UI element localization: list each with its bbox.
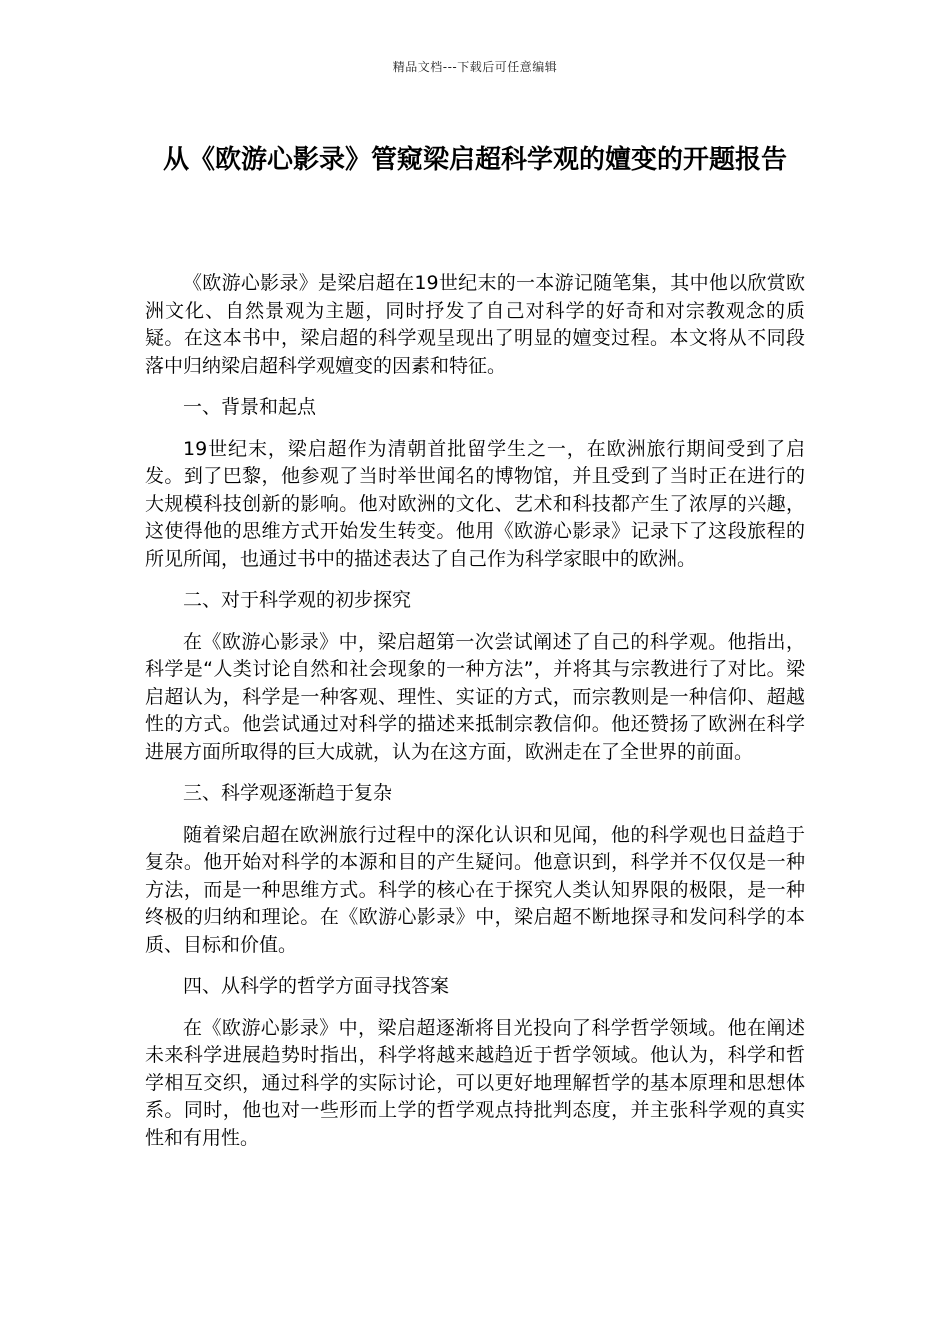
- page-header: 精品文档---下载后可任意编辑: [392, 60, 558, 74]
- document-body: [145, 270, 805, 1166]
- intro-paragraph: 《欧游心影录》是梁启超在19世纪末的一本游记随笔集，其中他以欣赏欧洲文化、自然景观为主题，同时抒发了自己对科学的好奇和对宗教观念的质疑。在这本书中，梁启超的科学观呈现出了明显的嬗变过程。本文将从不同段落中归纳梁启超科学观嬗变的因素和特征。: [145, 272, 805, 377]
- section-heading-2: 二、对于科学观的初步探究: [183, 589, 412, 611]
- section-heading-3: 三、科学观逐渐趋于复杂: [183, 782, 393, 804]
- section-paragraph-1: 19世纪末，梁启超作为清朝首批留学生之一，在欧洲旅行期间受到了启发。到了巴黎，他参观了当时举世闻名的博物馆，并且受到了当时正在进行的大规模科技创新的影响。他对欧洲的文化、艺术和科技都产生了浓厚的兴趣，这使得他的思维方式开始发生转变。他用《欧游心影录》记录下了这段旅程的所见所闻，也通过书中的描述表达了自己作为科学家眼中的欧洲。: [145, 437, 805, 570]
- section-paragraph-2: 在《欧游心影录》中，梁启超第一次尝试阐述了自己的科学观。他指出，科学是“人类讨论自然和社会现象的一种方法”，并将其与宗教进行了对比。梁启超认为，科学是一种客观、理性、实证的方式，而宗教则是一种信仰、超越性的方式。他尝试通过对科学的描述来抵制宗教信仰。他还赞扬了欧洲在科学进展方面所取得的巨大成就，认为在这方面，欧洲走在了全世界的前面。: [145, 630, 805, 763]
- section-heading-4: 四、从科学的哲学方面寻找答案: [183, 975, 450, 997]
- section-heading-1: 一、背景和起点: [183, 396, 317, 418]
- section-paragraph-4: 在《欧游心影录》中，梁启超逐渐将目光投向了科学哲学领域。他在阐述未来科学进展趋势时指出，科学将越来越趋近于哲学领域。他认为，科学和哲学相互交织，通过科学的实际讨论，可以更好地理解哲学的基本原理和思想体系。同时，他也对一些形而上学的哲学观点持批判态度，并主张科学观的真实性和有用性。: [145, 1016, 805, 1149]
- section-paragraph-3: 随着梁启超在欧洲旅行过程中的深化认识和见闻，他的科学观也日益趋于复杂。他开始对科学的本源和目的产生疑问。他意识到，科学并不仅仅是一种方法，而是一种思维方式。科学的核心在于探究人类认知界限的极限，是一种终极的归纳和理论。在《欧游心影录》中，梁启超不断地探寻和发问科学的本质、目标和价值。: [145, 823, 805, 956]
- document-title: 从《欧游心影录》管窥梁启超科学观的嬗变的开题报告: [162, 145, 787, 175]
